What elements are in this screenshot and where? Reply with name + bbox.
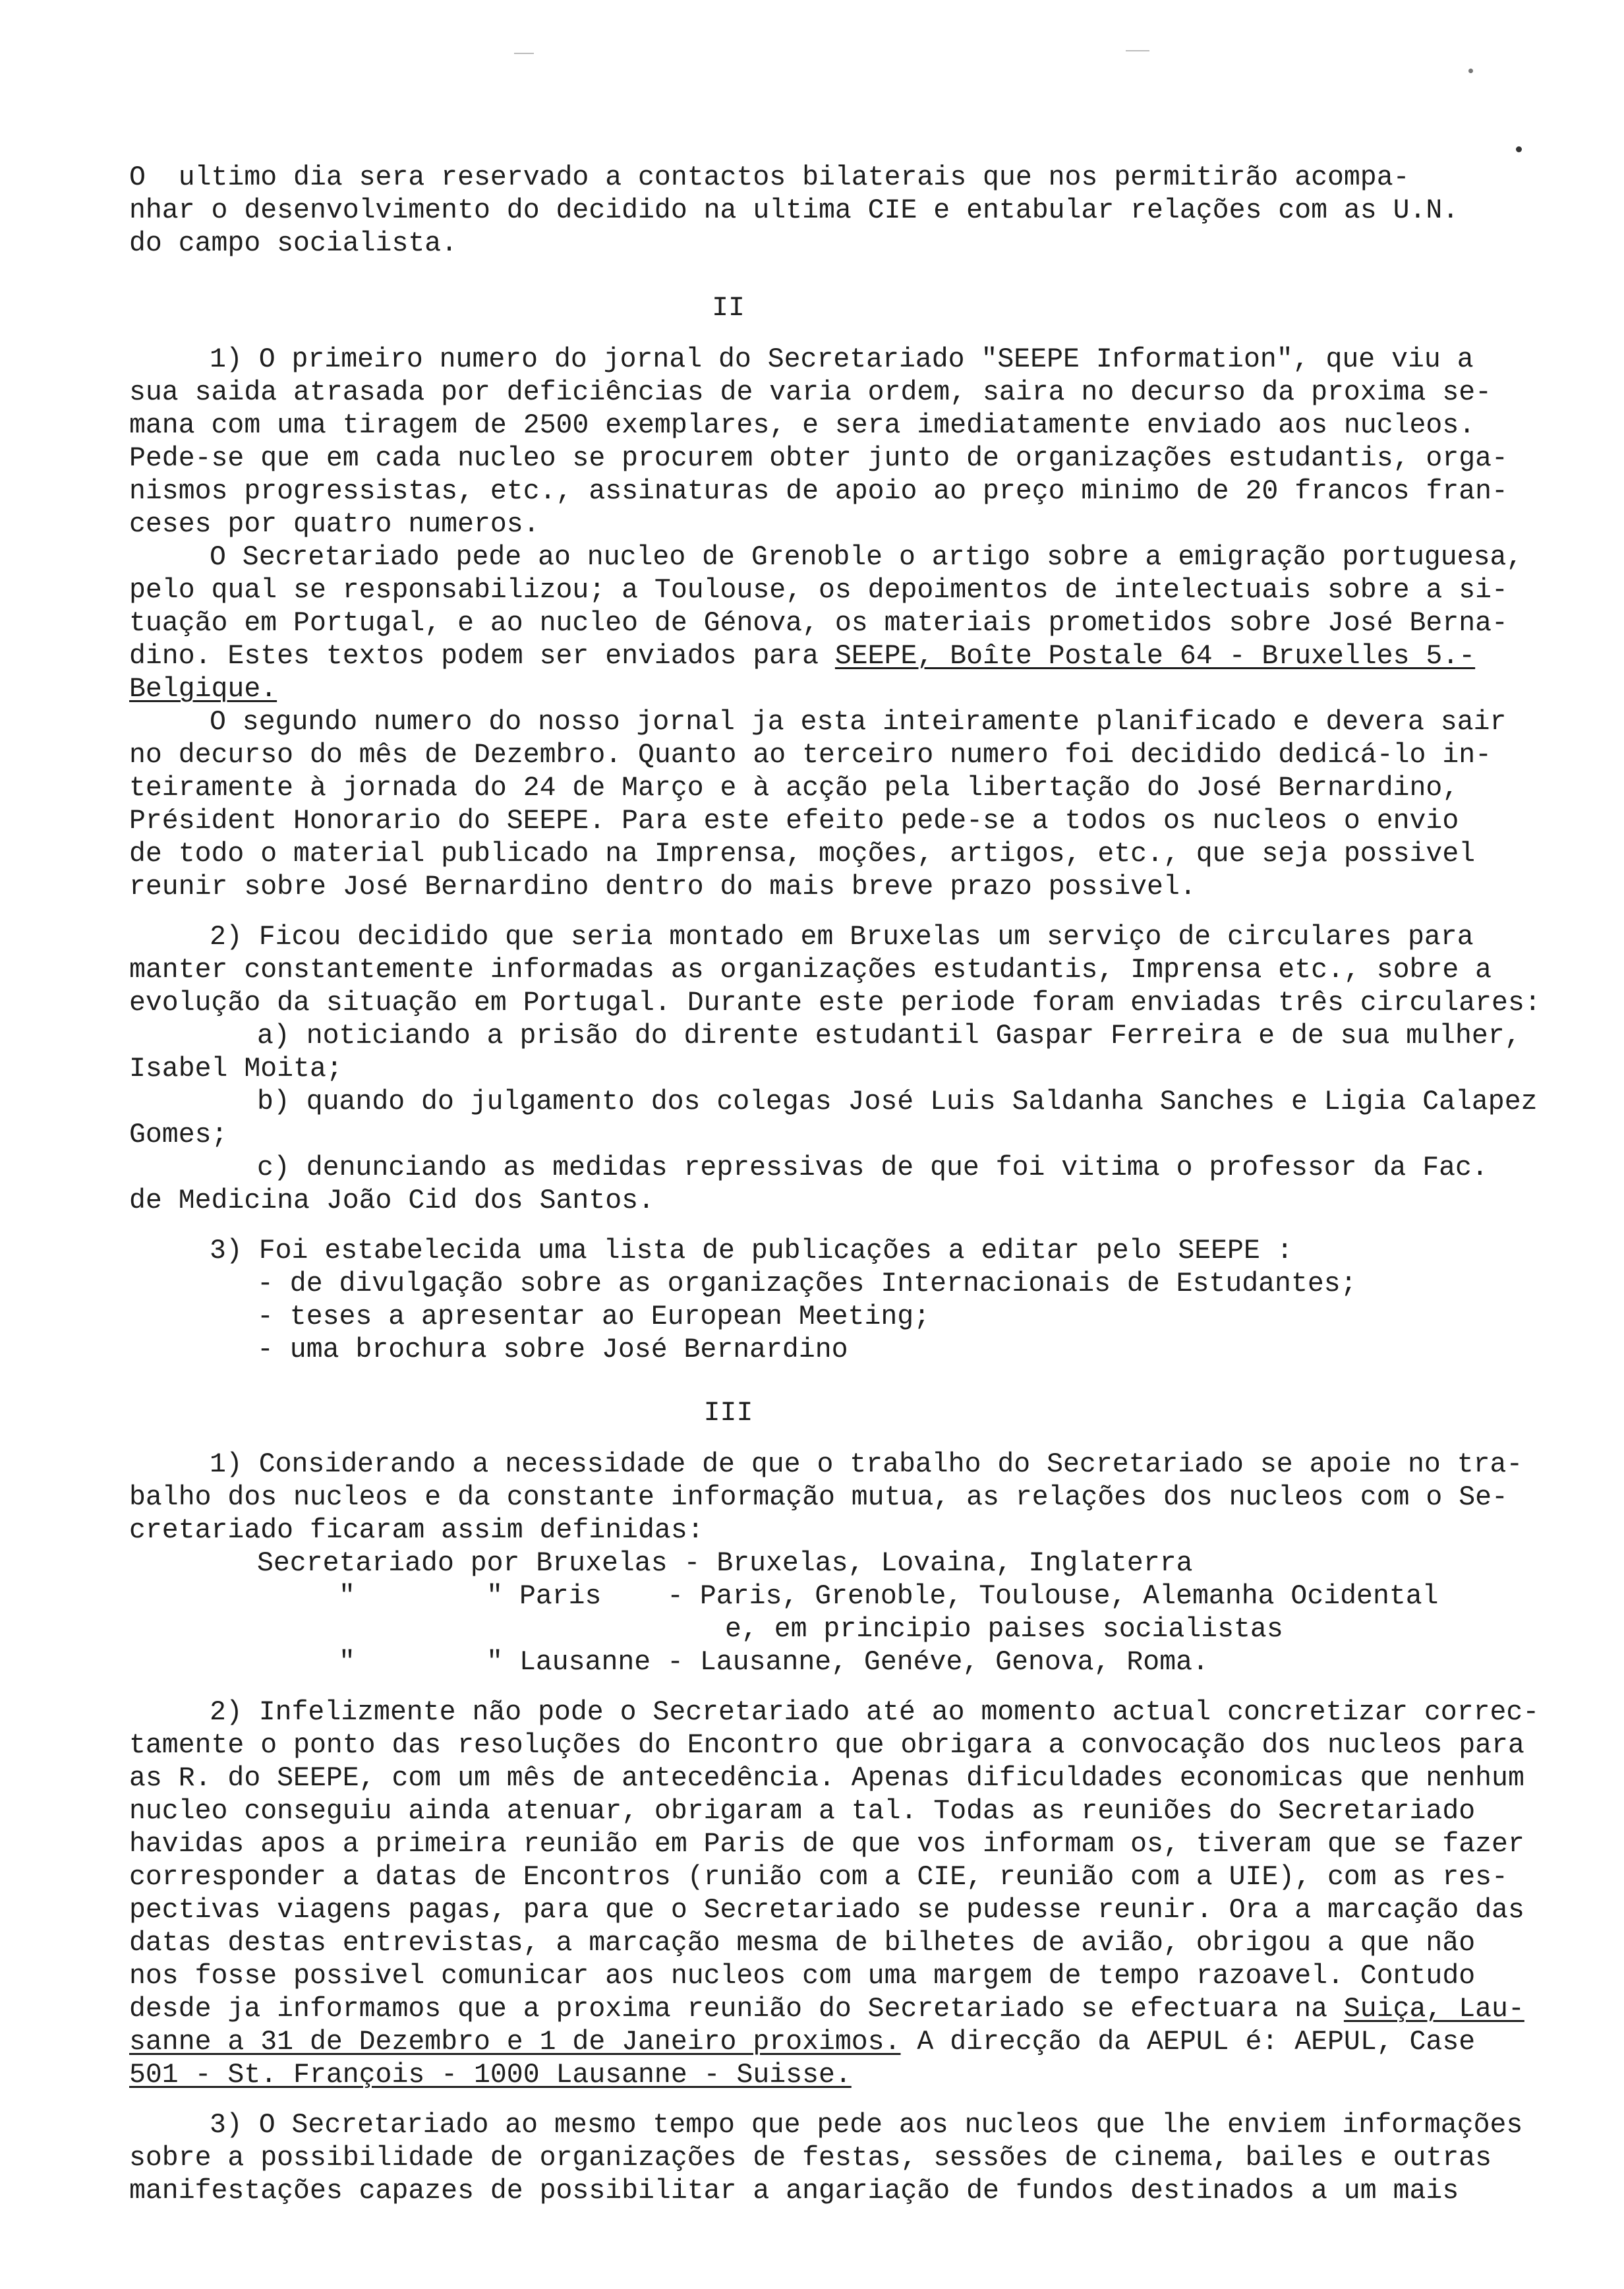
seepe-address-country: Belgique. bbox=[129, 674, 277, 705]
intro-line: nhar o desenvolvimento do decidido na ultima CIE e entabular relações com as U.N. bbox=[129, 195, 1459, 226]
assignment-row: " " Lausanne - Lausanne, Genéve, Genova, Roma. bbox=[339, 1647, 1209, 1678]
paragraph-line bbox=[129, 2027, 1475, 2058]
paragraph-line: reunir sobre José Bernardino dentro do mais breve prazo possivel. bbox=[129, 872, 1196, 903]
paragraph-line: pelo qual se responsabilizou; a Toulouse, os depoimentos de intelectuais sobre a si- bbox=[129, 575, 1508, 606]
paragraph-line: sua saida atrasada por deficiências de varia ordem, saira no decurso da proxima se- bbox=[129, 377, 1492, 408]
paragraph-line: 3) O Secretariado ao mesmo tempo que pede aos nucleos que lhe enviem informações bbox=[210, 2110, 1523, 2141]
list-item: de Medicina João Cid dos Santos. bbox=[129, 1185, 654, 1216]
paragraph-line: balho dos nucleos e da constante informação mutua, as relações dos nucleos com o Se- bbox=[129, 1482, 1508, 1513]
assignment-row: e, em principio paises socialistas bbox=[725, 1614, 1283, 1645]
scan-speck bbox=[514, 53, 534, 54]
scan-speck bbox=[1126, 50, 1149, 51]
intro-line: O ultimo dia sera reservado a contactos bilaterais que nos permitirão acompa- bbox=[129, 162, 1410, 193]
paragraph-line: 1) Considerando a necessidade de que o trabalho do Secretariado se apoie no tra- bbox=[210, 1449, 1523, 1480]
assignment-row: Secretariado por Bruxelas - Bruxelas, Lovaina, Inglaterra bbox=[257, 1548, 1193, 1579]
list-item: - de divulgação sobre as organizações Internacionais de Estudantes; bbox=[257, 1268, 1357, 1299]
paragraph-line: mana com uma tiragem de 2500 exemplares, e sera imediatamente enviado aos nucleos. bbox=[129, 410, 1476, 441]
paragraph-line: as R. do SEEPE, com um mês de antecedência. Apenas dificuldades economicas que nenhum bbox=[129, 1763, 1524, 1794]
paragraph-line: de todo o material publicado na Imprensa, moções, artigos, etc., que seja possivel bbox=[129, 839, 1476, 870]
paragraph-text: dino. Estes textos podem ser enviados para bbox=[129, 641, 835, 672]
list-item: - uma brochura sobre José Bernardino bbox=[257, 1334, 848, 1365]
paragraph-line: O Secretariado pede ao nucleo de Grenoble o artigo sobre a emigração portuguesa, bbox=[210, 542, 1523, 573]
intro-line: do campo socialista. bbox=[129, 228, 458, 259]
aepul-address: 501 - St. François - 1000 Lausanne - Suisse. bbox=[129, 2060, 852, 2091]
paragraph-line: teiramente à jornada do 24 de Março e à acção pela libertação do José Bernardino, bbox=[129, 773, 1459, 804]
paragraph-line: ceses por quatro numeros. bbox=[129, 509, 540, 540]
paragraph-line: O segundo numero do nosso jornal ja esta inteiramente planificado e devera sair bbox=[210, 707, 1507, 738]
seepe-address: SEEPE, Boîte Postale 64 - Bruxelles 5.- bbox=[834, 641, 1476, 672]
paragraph-line: tuação em Portugal, e ao nucleo de Génova, os materiais prometidos sobre José Berna- bbox=[129, 608, 1508, 639]
paragraph-line: sobre a possibilidade de organizações de festas, sessões de cinema, bailes e outras bbox=[129, 2143, 1492, 2174]
paragraph-line: datas destas entrevistas, a marcação mesma de bilhetes de avião, obrigou a que não bbox=[129, 1928, 1476, 1959]
section-heading-ii: II bbox=[712, 293, 745, 324]
paragraph-text: A direcção da AEPUL é: AEPUL, Case bbox=[900, 2027, 1476, 2058]
paragraph-line: pectivas viagens pagas, para que o Secretariado se pudesse reunir. Ora a marcação das bbox=[129, 1895, 1524, 1926]
list-item: b) quando do julgamento dos colegas José Luis Saldanha Sanches e Ligia Calapez bbox=[257, 1086, 1538, 1117]
paragraph-line: nismos progressistas, etc., assinaturas de apoio ao preço minimo de 20 francos fran- bbox=[129, 476, 1508, 507]
list-item: - teses a apresentar ao European Meeting; bbox=[257, 1301, 931, 1332]
meeting-place: Suiça, Lau- bbox=[1343, 1994, 1524, 2025]
paragraph-line: 2) Infelizmente não pode o Secretariado até ao momento actual concretizar correc- bbox=[210, 1697, 1540, 1728]
paragraph-line: cretariado ficaram assim definidas: bbox=[129, 1515, 704, 1546]
paragraph-line: nucleo conseguiu ainda atenuar, obrigaram a tal. Todas as reuniões do Secretariado bbox=[129, 1796, 1476, 1827]
list-item: a) noticiando a prisão do dirente estudantil Gaspar Ferreira e de sua mulher, bbox=[257, 1021, 1521, 1052]
paragraph-line: evolução da situação em Portugal. Durante este periode foram enviadas três circulares: bbox=[129, 988, 1541, 1019]
paragraph-line: 1) O primeiro numero do jornal do Secretariado "SEEPE Information", que viu a bbox=[210, 344, 1474, 375]
paragraph-line bbox=[129, 1994, 1524, 2025]
paragraph-line: tamente o ponto das resoluções do Encontro que obrigara a convocação dos nucleos para bbox=[129, 1730, 1524, 1761]
paragraph-line: corresponder a datas de Encontros (runião com a CIE, reunião com a UIE), com as res- bbox=[129, 1862, 1508, 1893]
list-item: c) denunciando as medidas repressivas de que foi vitima o professor da Fac. bbox=[257, 1152, 1488, 1183]
paragraph-line: manifestações capazes de possibilitar a angariação de fundos destinados a um mais bbox=[129, 2176, 1459, 2207]
paragraph-line: havidas apos a primeira reunião em Paris de que vos informam os, tiveram que se fazer bbox=[129, 1829, 1524, 1860]
assignment-row: " " Paris - Paris, Grenoble, Toulouse, Alemanha Ocidental bbox=[339, 1581, 1439, 1612]
paragraph-line: Président Honorario do SEEPE. Para este efeito pede-se a todos os nucleos o envio bbox=[129, 806, 1459, 837]
scan-speck bbox=[1468, 69, 1473, 73]
list-item: Gomes; bbox=[129, 1119, 228, 1150]
paragraph-text: desde ja informamos que a proxima reunião do Secretariado se efectuara na bbox=[129, 1994, 1344, 2025]
paragraph-line: nos fosse possivel comunicar aos nucleos com uma margem de tempo razoavel. Contudo bbox=[129, 1961, 1476, 1992]
paragraph-line: 3) Foi estabelecida uma lista de publicações a editar pelo SEEPE : bbox=[210, 1235, 1293, 1266]
paragraph-line bbox=[129, 641, 1475, 672]
list-item: Isabel Moita; bbox=[129, 1054, 343, 1085]
paragraph-line: no decurso do mês de Dezembro. Quanto ao terceiro numero foi decidido dedicá-lo in- bbox=[129, 740, 1492, 771]
scan-speck bbox=[1516, 146, 1522, 152]
meeting-date: sanne a 31 de Dezembro e 1 de Janeiro proximos. bbox=[129, 2027, 901, 2058]
paragraph-line: Pede-se que em cada nucleo se procurem obter junto de organizações estudantis, orga- bbox=[129, 443, 1508, 474]
section-heading-iii: III bbox=[703, 1398, 753, 1429]
paragraph-line: 2) Ficou decidido que seria montado em Bruxelas um serviço de circulares para bbox=[210, 922, 1474, 953]
paragraph-line: manter constantemente informadas as organizações estudantis, Imprensa etc., sobre a bbox=[129, 955, 1492, 986]
